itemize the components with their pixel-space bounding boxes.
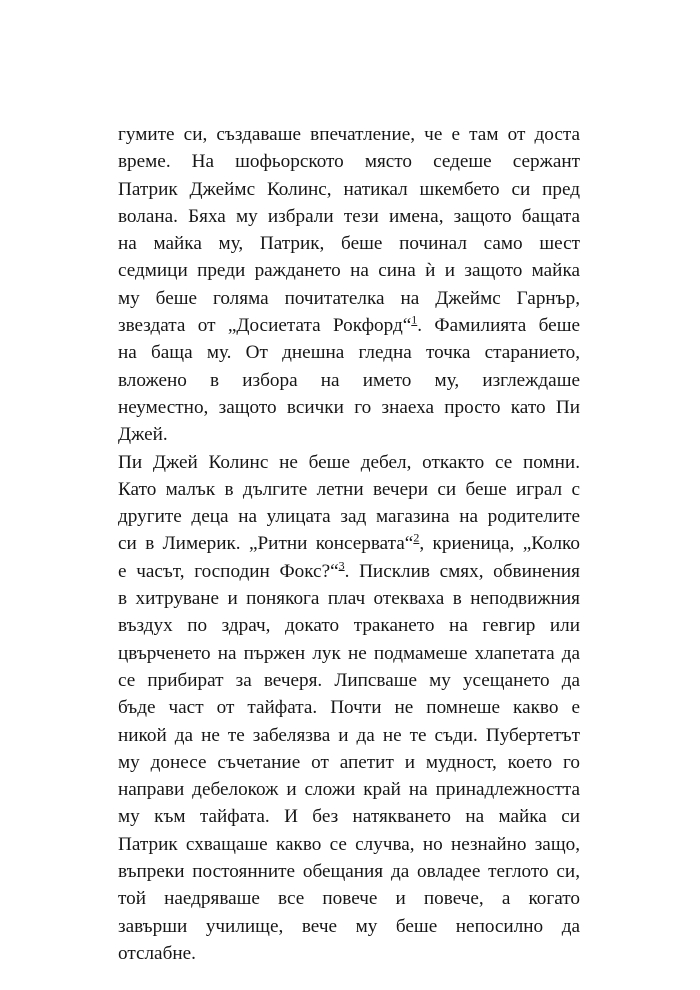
text-line: Патрик схващаше какво се случва, но незнайно защо, <box>118 833 580 855</box>
text-segment: си в Лимерик. „Ритни консервата“ <box>118 533 414 555</box>
footnote-marker[interactable]: 3 <box>338 558 345 573</box>
text-line: на майка му, Патрик, беше починал само шест <box>118 233 580 255</box>
body-text <box>118 121 580 967</box>
text-line: завърши училище, вече му беше непосилно да <box>118 915 580 937</box>
text-line: неуместно, защото всички го знаеха просто като Пи <box>118 396 580 418</box>
text-line: в хитруване и понякога плач отекваха в неподвижния <box>118 588 580 610</box>
footnote-marker[interactable]: 2 <box>413 531 420 546</box>
text-line: той наедряваше все повече и повече, а когато <box>118 888 580 910</box>
text-line: цвърченето на пържен лук не подмамеше хлапетата да <box>118 642 580 664</box>
text-segment: . Фамилията беше <box>417 315 580 337</box>
text-line: отслабне. <box>118 942 196 964</box>
text-line: седмици преди раждането на сина ѝ и защото майка <box>118 260 580 282</box>
text-line: на баща му. От днешна гледна точка старанието, <box>118 342 580 364</box>
text-line: въздух по здрач, докато тракането на гевгир или <box>118 615 580 637</box>
text-line: се прибират за вечеря. Липсваше му усещането да <box>118 669 580 691</box>
text-line: въпреки постоянните обещания да овладее теглото си, <box>118 861 580 883</box>
text-line: Пи Джей Колинс не беше дебел, откакто се помни. <box>118 451 580 473</box>
text-line: вложено в избора на името му, изглеждаше <box>118 369 580 391</box>
text-line: гумите си, създаваше впечатление, че е там от доста <box>118 124 580 145</box>
text-line: никой да не те забелязва и да не те съди. Пубертетът <box>118 724 580 746</box>
text-line: Джей. <box>118 424 168 446</box>
footnote-marker[interactable]: 1 <box>411 312 418 327</box>
text-line: волана. Бяха му избрали тези имена, защото бащата <box>118 205 580 227</box>
text-segment: . Писклив смях, обвинения <box>344 560 580 582</box>
text-line <box>118 530 580 557</box>
text-line: Патрик Джеймс Колинс, натикал шкембето си пред <box>118 178 580 200</box>
text-line: му към тайфата. И без натякването на майка си <box>118 806 580 828</box>
text-line: Като малък в дългите летни вечери си беше играл с <box>118 478 580 500</box>
text-segment: , криеница, „Колко <box>419 533 580 555</box>
text-line: другите деца на улицата зад магазина на родителите <box>118 506 580 528</box>
text-line <box>118 558 580 585</box>
text-line: направи дебелокож и сложи край на принадлежността <box>118 779 580 801</box>
text-line: време. На шофьорското място седеше сержант <box>118 151 580 173</box>
text-line: му донесе съчетание от апетит и мудност, което го <box>118 751 580 773</box>
text-line: бъде част от тайфата. Почти не помнеше какво е <box>118 697 580 719</box>
text-line: му беше голяма почитателка на Джеймс Гарнър, <box>118 287 580 309</box>
text-segment: е часът, господин Фокс?“ <box>118 560 339 582</box>
text-segment: звездата от „Досиетата Рокфорд“ <box>118 315 412 337</box>
text-line <box>118 312 580 339</box>
